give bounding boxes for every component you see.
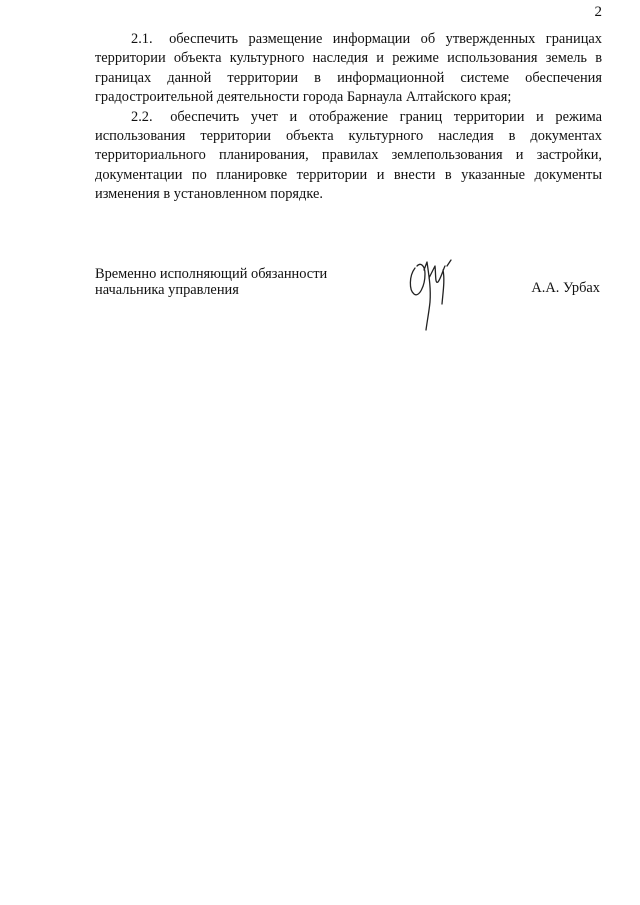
signatory-title bbox=[95, 266, 327, 298]
paragraph-2-2 bbox=[95, 108, 602, 205]
handwritten-signature bbox=[405, 256, 457, 336]
paragraph-text: обеспечить учет и отображение границ территории и режима использования территории объекта культурного наследия в документах территориального планирования, правилах землепользования и застройки, документации по планировке территории и внести в указанные документы изменения в установленном порядке. bbox=[95, 108, 602, 203]
signatory-name: А.А. Урбах bbox=[531, 280, 600, 296]
paragraph-number: 2.2. bbox=[131, 108, 153, 125]
signatory-title-line-1: Временно исполняющий обязанности bbox=[95, 266, 328, 282]
paragraph-2-1 bbox=[95, 30, 602, 108]
signatory-title-line-2: начальника управления bbox=[95, 282, 239, 298]
signature-block bbox=[95, 266, 600, 346]
document-body bbox=[95, 30, 602, 205]
paragraph-text: обеспечить размещение информации об утвержденных границах территории объекта культурного наследия и режиме использования земель в границах данной территории в информационной системе обеспечения градостроительной деятельности города Барнаула Алтайского края; bbox=[95, 31, 602, 106]
paragraph-number: 2.1. bbox=[131, 31, 153, 47]
page-number: 2 bbox=[594, 4, 602, 20]
